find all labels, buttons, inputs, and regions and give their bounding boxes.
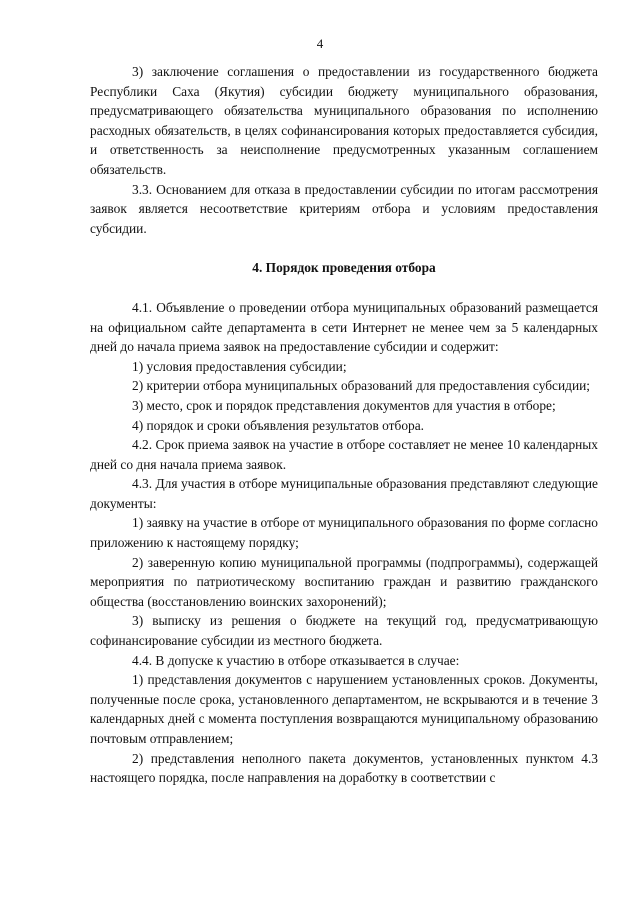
list-item-late-documents: 1) представления документов с нарушением установленных сроков. Документы, полученные после срока, установленного департаментом, не вскрываются и в течение 3 календарных дней с момента поступления возвращаются муниципальному образованию почтовым отправлением; [90, 672, 598, 746]
list-item-application: 1) заявку на участие в отборе от муниципального образования по форме согласно приложению к настоящему порядку; [90, 515, 598, 551]
list-item-conditions: 1) условия предоставления субсидии; [132, 358, 347, 374]
list-item-program-copy: 2) заверенную копию муниципальной программы (подпрограммы), содержащей мероприятия по патриотическому воспитанию граждан и развитию гражданского общества (восстановлению воинских захоронений); [90, 554, 598, 609]
paragraph-4-4-admission-refusal: 4.4. В допуске к участию в отборе отказывается в случае: [132, 652, 460, 668]
paragraph-3-conclusion-of-agreement: 3) заключение соглашения о предоставлении из государственного бюджета Республики Саха (Якутия) субсидии бюджету муниципального образования, предусматривающего обязательства муниципального образования по исполнению расходных обязательств, в целях софинансирования которых предоставляется субсидия, и ответственность за неисполнение предусмотренных указанным соглашением обязательств. [90, 64, 598, 177]
list-item-incomplete-package: 2) представления неполного пакета документов, установленных пунктом 4.3 настоящего порядка, после направления на доработку в соответствии с [90, 750, 598, 786]
list-item-place-and-term: 3) место, срок и порядок представления документов для участия в отборе; [132, 397, 556, 413]
paragraph-3-3-refusal-grounds: 3.3. Основанием для отказа в предоставлении субсидии по итогам рассмотрения заявок является несоответствие критериям отбора и условиям предоставления субсидии. [90, 181, 598, 236]
list-item-budget-extract: 3) выписку из решения о бюджете на текущий год, предусматривающую софинансирование субсидии из местного бюджета. [90, 613, 598, 649]
paragraph-4-1-announcement: 4.1. Объявление о проведении отбора муниципальных образований размещается на официальном сайте департамента в сети Интернет не менее чем за 5 календарных дней до начала приема заявок на предоставление субсидии и содержит: [90, 299, 598, 355]
list-item-results-procedure: 4) порядок и сроки объявления результатов отбора. [132, 417, 425, 433]
paragraph-4-3-required-documents: 4.3. Для участия в отборе муниципальные образования представляют следующие документы: [90, 476, 598, 511]
document-body [90, 62, 598, 788]
list-item-criteria: 2) критерии отбора муниципальных образований для предоставления субсидии; [132, 378, 591, 394]
section-heading: 4. Порядок проведения отбора [252, 260, 436, 276]
page-number: 4 [316, 36, 324, 51]
paragraph-4-2-application-period: 4.2. Срок приема заявок на участие в отборе составляет не менее 10 календарных дней со дня начала приема заявок. [90, 437, 598, 472]
